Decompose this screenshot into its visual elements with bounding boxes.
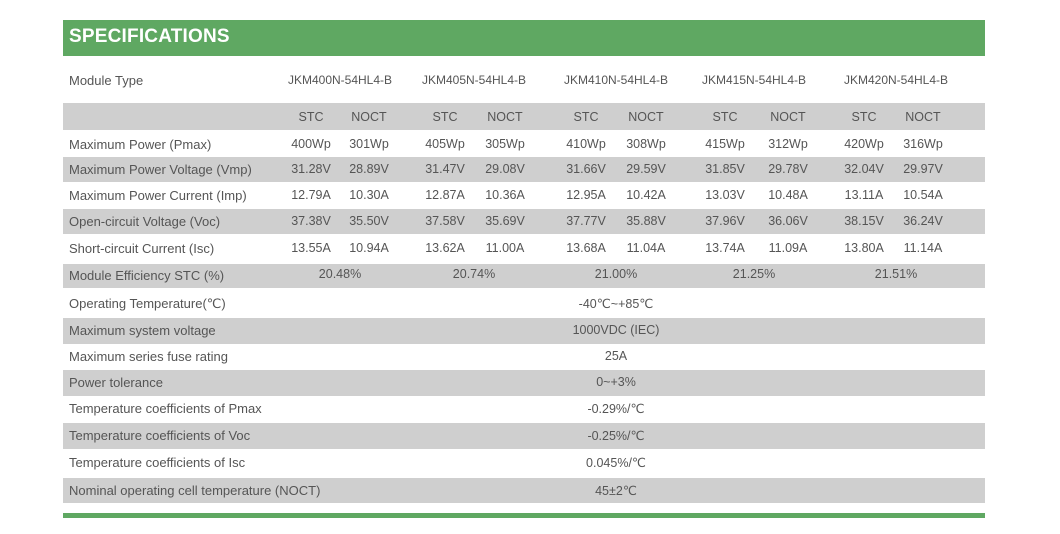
value-cell: 28.89V	[349, 162, 389, 176]
value-cell: 308Wp	[626, 137, 666, 151]
value-cell: 11.14A	[903, 241, 943, 255]
model-name: JKM415N-54HL4-B	[701, 73, 807, 87]
spec-row	[63, 370, 985, 396]
model-name: JKM410N-54HL4-B	[563, 73, 669, 87]
row-label: Module Type	[69, 73, 144, 88]
condition-stc: STC	[298, 110, 324, 124]
spec-row	[63, 396, 985, 422]
row-label: Short-circuit Current (Isc)	[69, 241, 215, 256]
spec-row	[63, 236, 985, 264]
row-label: Temperature coefficients of Voc	[69, 428, 251, 443]
value-cell: 415Wp	[705, 137, 745, 151]
value-cell: 10.30A	[349, 188, 389, 202]
value-cell: 12.95A	[566, 188, 606, 202]
spec-row	[63, 183, 985, 208]
row-label: Maximum Power Voltage (Vmp)	[69, 162, 252, 177]
spec-row	[63, 157, 985, 182]
value-cell: 305Wp	[485, 137, 525, 151]
value-cell: 12.87A	[425, 188, 465, 202]
row-label: Maximum Power Current (Imp)	[69, 188, 247, 203]
value-cell: 11.04A	[626, 241, 666, 255]
row-label: Nominal operating cell temperature (NOCT)	[69, 483, 321, 498]
model-name: JKM400N-54HL4-B	[287, 73, 393, 87]
value-cell: 13.62A	[425, 241, 465, 255]
row-label: Operating Temperature(℃)	[69, 296, 226, 311]
efficiency-row	[63, 264, 985, 288]
efficiency-value: 21.25%	[732, 267, 776, 281]
value-cell: 10.36A	[485, 188, 525, 202]
condition-noct: NOCT	[770, 110, 806, 124]
model-name: JKM405N-54HL4-B	[421, 73, 527, 87]
value-cell: 405Wp	[425, 137, 465, 151]
value-cell: 420Wp	[844, 137, 884, 151]
value-cell: 13.74A	[705, 241, 745, 255]
value-cell: 29.78V	[768, 162, 808, 176]
row-label: Power tolerance	[69, 375, 163, 390]
value-cell: 11.09A	[768, 241, 808, 255]
common-value: 0~+3%	[596, 375, 636, 389]
value-cell: 37.96V	[705, 214, 745, 228]
spec-row	[63, 423, 985, 449]
value-cell: 29.08V	[485, 162, 525, 176]
spec-row	[63, 318, 985, 344]
value-cell: 13.55A	[291, 241, 331, 255]
condition-stc: STC	[573, 110, 599, 124]
value-cell: 10.94A	[349, 241, 389, 255]
value-cell: 31.47V	[425, 162, 465, 176]
condition-noct: NOCT	[905, 110, 941, 124]
common-value: -0.25%/℃	[587, 429, 645, 443]
row-label: Open-circuit Voltage (Voc)	[69, 214, 221, 229]
spec-row	[63, 209, 985, 234]
common-value: 25A	[604, 349, 628, 363]
condition-noct: NOCT	[351, 110, 387, 124]
value-cell: 10.54A	[903, 188, 943, 202]
spec-row	[63, 132, 985, 157]
common-value: -40℃~+85℃	[578, 297, 654, 311]
value-cell: 13.68A	[566, 241, 606, 255]
value-cell: 37.58V	[425, 214, 465, 228]
efficiency-value: 20.48%	[318, 267, 362, 281]
efficiency-value: 20.74%	[452, 267, 496, 281]
module-type-row	[63, 68, 985, 92]
value-cell: 36.06V	[768, 214, 808, 228]
condition-noct: NOCT	[487, 110, 523, 124]
row-label: Maximum series fuse rating	[69, 349, 228, 364]
value-cell: 38.15V	[844, 214, 884, 228]
value-cell: 13.11A	[844, 188, 884, 202]
condition-header-row	[63, 103, 985, 130]
condition-noct: NOCT	[628, 110, 664, 124]
spec-row	[63, 478, 985, 503]
efficiency-value: 21.00%	[594, 267, 638, 281]
spec-row	[63, 344, 985, 370]
value-cell: 400Wp	[291, 137, 331, 151]
value-cell: 29.97V	[903, 162, 943, 176]
value-cell: 32.04V	[844, 162, 884, 176]
value-cell: 37.77V	[566, 214, 606, 228]
specifications-header	[63, 20, 985, 56]
page-title: SPECIFICATIONS	[69, 26, 230, 47]
value-cell: 11.00A	[485, 241, 525, 255]
value-cell: 29.59V	[626, 162, 666, 176]
value-cell: 10.48A	[768, 188, 808, 202]
value-cell: 35.69V	[485, 214, 525, 228]
row-label: Module Efficiency STC (%)	[69, 268, 225, 283]
value-cell: 31.66V	[566, 162, 606, 176]
value-cell: 316Wp	[903, 137, 943, 151]
row-label: Maximum system voltage	[69, 323, 216, 338]
model-name: JKM420N-54HL4-B	[843, 73, 949, 87]
value-cell: 31.28V	[291, 162, 331, 176]
value-cell: 13.80A	[844, 241, 884, 255]
row-label: Maximum Power (Pmax)	[69, 137, 212, 152]
value-cell: 13.03V	[705, 188, 745, 202]
value-cell: 37.38V	[291, 214, 331, 228]
value-cell: 410Wp	[566, 137, 606, 151]
value-cell: 35.88V	[626, 214, 666, 228]
condition-stc: STC	[712, 110, 738, 124]
common-value: -0.29%/℃	[587, 402, 645, 416]
bottom-divider	[63, 513, 985, 518]
common-value: 1000VDC (IEC)	[572, 323, 660, 337]
value-cell: 301Wp	[349, 137, 389, 151]
value-cell: 36.24V	[903, 214, 943, 228]
common-value: 0.045%/℃	[586, 456, 646, 470]
row-label: Temperature coefficients of Isc	[69, 455, 246, 470]
value-cell: 12.79A	[291, 188, 331, 202]
value-cell: 312Wp	[768, 137, 808, 151]
condition-stc: STC	[432, 110, 458, 124]
common-value: 45±2℃	[595, 484, 637, 498]
condition-stc: STC	[851, 110, 877, 124]
row-label: Temperature coefficients of Pmax	[69, 401, 262, 416]
spec-row	[63, 450, 985, 476]
spec-row	[63, 291, 985, 317]
value-cell: 10.42A	[626, 188, 666, 202]
efficiency-value: 21.51%	[874, 267, 918, 281]
value-cell: 35.50V	[349, 214, 389, 228]
value-cell: 31.85V	[705, 162, 745, 176]
